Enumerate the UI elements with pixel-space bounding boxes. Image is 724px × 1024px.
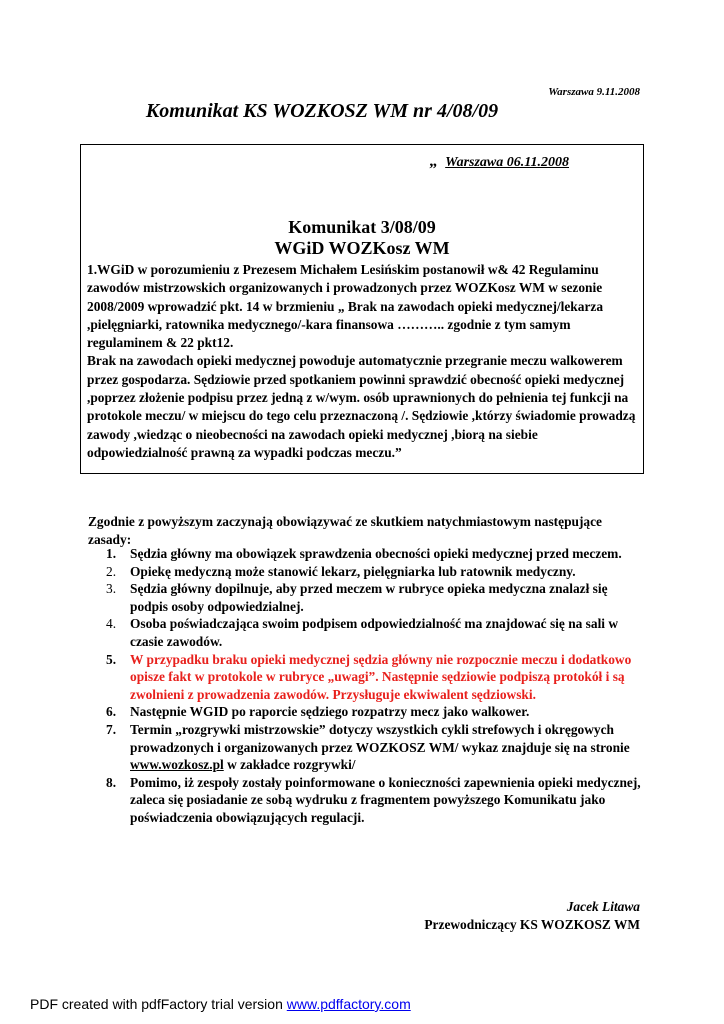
list-item bbox=[88, 580, 648, 615]
list-number: 4. bbox=[106, 616, 117, 632]
list-text: Sędzia główny ma obowiązek sprawdzenia obecności opieki medycznej przed meczem. bbox=[130, 546, 622, 561]
list-item bbox=[88, 774, 648, 827]
list-number: 2. bbox=[106, 563, 117, 579]
box-paragraph-2: Brak na zawodach opieki medycznej powoduje automatycznie przegranie meczu walkowerem przez gospodarza. Sędziowie przed spotkaniem powinni sprawdzić obecność opieki medycznej ,poprzez złożenie podpisu przez jedną z w/wym. osób uprawnionych do pełnienia tej funkcji na protokole meczu/ w miejscu do tego celu przeznaczoną /. Sędziowie ,którzy świadomie prowadzą zawody ,wiedząc o nieobecności na zawodach opieki medycznej ,biorą na siebie odpowiedzialność prawną za wypadki podczas meczu.” bbox=[87, 353, 636, 460]
signature-role: Przewodniczący KS WOZKOSZ WM bbox=[424, 917, 640, 932]
list-number: 5. bbox=[106, 651, 117, 667]
list-item bbox=[88, 545, 648, 563]
footer-link[interactable]: www.pdffactory.com bbox=[286, 996, 411, 1012]
list-text: Osoba poświadczająca swoim podpisem odpowiedzialność ma znajdować się na sali w czasie zawodów. bbox=[130, 616, 619, 649]
pdf-footer bbox=[30, 996, 411, 1012]
list-item-warning bbox=[88, 651, 648, 704]
list-item bbox=[88, 563, 648, 581]
list-text-before-link: Termin „rozgrywki mistrzowskie” dotyczy wszystkich cykli strefowych i okręgowych prowadzonych i organizowanych przez WOZKOSZ WM/ wykaz znajduje się na stronie bbox=[130, 721, 630, 755]
list-text bbox=[130, 722, 630, 772]
box-body bbox=[87, 261, 639, 462]
list-text: Sędzia główny dopilnuje, aby przed meczem w rubryce opieka medyczna znalazł się podpis osoby odpowiedzialnej. bbox=[130, 581, 608, 614]
quoted-announcement-box bbox=[80, 144, 644, 474]
list-text: Pomimo, iż zespoły zostały poinformowane o konieczności zapewnienia opieki medycznej, zaleca się posiadanie ze sobą wydruku z fragmentem powyższego Komunikatu jako poświadczenia obowiązujących regulacji. bbox=[130, 774, 641, 825]
box-title: Komunikat 3/08/09 bbox=[288, 217, 436, 237]
list-item bbox=[88, 703, 648, 721]
list-item bbox=[88, 721, 648, 774]
box-date: Warszawa 06.11.2008 bbox=[445, 155, 569, 170]
box-subtitle: WGiD WOZKosz WM bbox=[274, 238, 450, 258]
quote-mark: „ bbox=[429, 153, 438, 170]
list-item bbox=[88, 615, 648, 650]
list-text-after-link: w zakładce rozgrywki/ bbox=[223, 757, 356, 773]
list-number: 1. bbox=[106, 546, 117, 561]
box-paragraph-1: 1.WGiD w porozumieniu z Prezesem Michałem Lesińskim postanowił w& 42 Regulaminu zawodów mistrzowskich organizowanych i prowadzonych przez WOZKosz WM w sezonie 2008/2009 wprowadzić pkt. 14 w brzmieniu „ Brak na zawodach opieki medycznej/lekarza ,pielęgniarki, ratownika medycznego/-kara finansowa ……….. zgodnie z tym samym regulaminem & 22 pkt12. bbox=[87, 262, 604, 351]
list-number: 7. bbox=[106, 721, 117, 737]
list-number: 3. bbox=[106, 581, 117, 597]
list-number: 6. bbox=[106, 704, 117, 720]
list-text: W przypadku braku opieki medycznej sędzia główny nie rozpocznie meczu i dodatkowo opisze fakt w protokole w rubryce „uwagi”. Następnie sędziowie podpiszą protokół i są zwolnieni z prowadzenia zawodów. Przysługuje ekwiwalent sędziowski. bbox=[130, 651, 632, 702]
page-title: Komunikat KS WOZKOSZ WM nr 4/08/09 bbox=[145, 100, 499, 122]
list-number: 8. bbox=[106, 774, 117, 790]
footer-text: PDF created with pdfFactory trial version bbox=[30, 996, 287, 1012]
list-text: Następnie WGID po raporcie sędziego rozpatrzy mecz jako walkower. bbox=[130, 704, 530, 720]
signature-name: Jacek Litawa bbox=[566, 899, 640, 914]
website-link[interactable]: www.wozkosz.pl bbox=[130, 757, 224, 773]
document-date: Warszawa 9.11.2008 bbox=[548, 86, 640, 98]
box-date-line bbox=[429, 153, 569, 171]
rules-list bbox=[88, 545, 648, 827]
list-text: Opiekę medyczną może stanowić lekarz, pielęgniarka lub ratownik medyczny. bbox=[130, 563, 576, 579]
rules-intro: Zgodnie z powyższym zaczynają obowiązywać ze skutkiem natychmiastowym następujące zasady: bbox=[88, 514, 603, 547]
